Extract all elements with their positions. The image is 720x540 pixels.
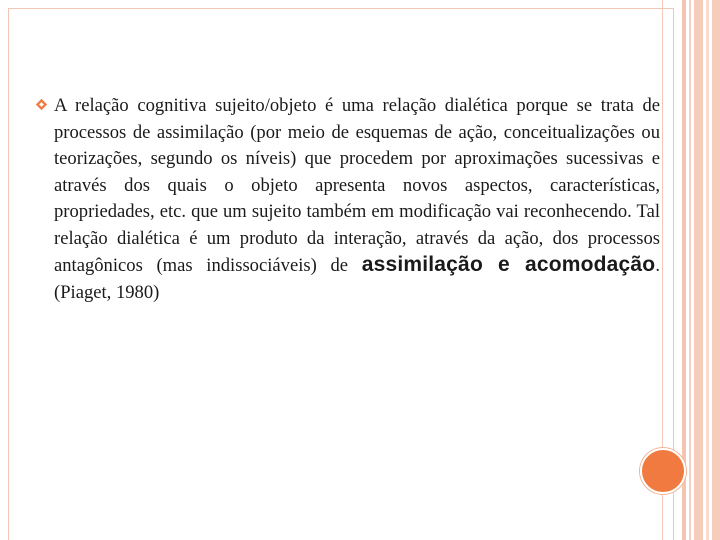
paragraph-main-text: A relação cognitiva sujeito/objeto é uma relação dialética porque se trata de processos de assimilação (por meio de esquemas de ação, conceitualizações ou teorizações, segundo os níveis) que procedem por aproximações sucessivas e através dos quais o objeto apresenta novos aspectos, características, propriedades, etc. que um sujeito também em modificação vai reconhecendo. Tal relação dialética é um produto da interação, através da ação, dos processos antagônicos (mas indissociáveis) de: [54, 95, 660, 276]
citation: . (Piaget, 1980): [54, 255, 660, 303]
decorative-stripe: [706, 0, 709, 540]
decorative-stripe: [712, 0, 720, 540]
decorative-stripe: [694, 0, 703, 540]
slide-content: [36, 93, 660, 306]
decorative-stripe: [689, 0, 691, 540]
diamond-bullet-icon: [36, 99, 47, 110]
accent-circle: [640, 448, 686, 494]
emphasized-term: assimilação e acomodação: [361, 253, 656, 276]
body-paragraph: [54, 93, 660, 306]
